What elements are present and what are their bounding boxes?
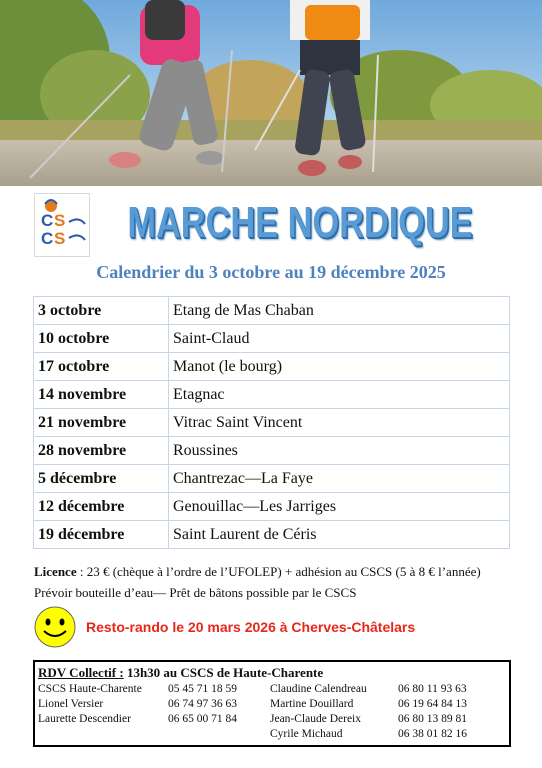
contact-name: Martine Douillard bbox=[270, 698, 354, 710]
row-place: Saint Laurent de Céris bbox=[169, 521, 510, 549]
row-date: 28 novembre bbox=[34, 437, 169, 465]
row-place: Etang de Mas Chaban bbox=[169, 297, 510, 325]
page-subtitle: Calendrier du 3 octobre au 19 décembre 2025 bbox=[96, 262, 446, 282]
row-place: Roussines bbox=[169, 437, 510, 465]
page-title: MARCHE NORDIQUE bbox=[127, 198, 473, 247]
row-date: 21 novembre bbox=[34, 409, 169, 437]
contact-name: CSCS Haute-Charente bbox=[38, 683, 142, 695]
table-row bbox=[34, 325, 510, 353]
svg-text:S: S bbox=[54, 211, 66, 230]
contact-name: Cyrile Michaud bbox=[270, 728, 343, 740]
licence-text: : 23 € (chèque à l’ordre de l’UFOLEP) + adhésion au CSCS (5 à 8 € l’année) bbox=[76, 564, 481, 579]
table-row bbox=[34, 437, 510, 465]
row-place: Genouillac—Les Jarriges bbox=[169, 493, 510, 521]
table-row bbox=[34, 353, 510, 381]
table-row bbox=[34, 381, 510, 409]
row-place: Vitrac Saint Vincent bbox=[169, 409, 510, 437]
rdv-label: RDV Collectif : bbox=[38, 665, 124, 680]
row-date: 12 décembre bbox=[34, 493, 169, 521]
table-row bbox=[34, 297, 510, 325]
rdv-heading bbox=[38, 665, 323, 681]
table-row bbox=[34, 493, 510, 521]
water-note: Prévoir bouteille d’eau— Prêt de bâtons possible par le CSCS bbox=[34, 585, 357, 600]
table-row bbox=[34, 521, 510, 549]
contact-phone: 06 80 11 93 63 bbox=[398, 683, 467, 695]
resto-rando-announcement: Resto-rando le 20 mars 2026 à Cherves-Châtelars bbox=[86, 619, 416, 635]
svg-text:S: S bbox=[54, 229, 66, 248]
svg-text:C: C bbox=[41, 211, 54, 230]
contact-name: Laurette Descendier bbox=[38, 713, 131, 725]
row-date: 10 octobre bbox=[34, 325, 169, 353]
row-place: Chantrezac—La Faye bbox=[169, 465, 510, 493]
table-row bbox=[34, 465, 510, 493]
contact-phone: 06 80 13 89 81 bbox=[398, 713, 467, 725]
contact-phone: 05 45 71 18 59 bbox=[168, 683, 237, 695]
table-row bbox=[34, 409, 510, 437]
contact-name: Lionel Versier bbox=[38, 698, 104, 710]
rdv-box bbox=[33, 660, 511, 747]
contact-name: Jean-Claude Dereix bbox=[270, 713, 362, 725]
banner-photo bbox=[0, 0, 542, 186]
row-date: 14 novembre bbox=[34, 381, 169, 409]
rdv-text: 13h30 au CSCS de Haute-Charente bbox=[123, 665, 324, 680]
row-place: Etagnac bbox=[169, 381, 510, 409]
row-date: 17 octobre bbox=[34, 353, 169, 381]
calendar-table bbox=[33, 296, 510, 549]
row-date: 19 décembre bbox=[34, 521, 169, 549]
contact-phone: 06 38 01 82 16 bbox=[398, 728, 467, 740]
contact-phone: 06 65 00 71 84 bbox=[168, 713, 237, 725]
contact-phone: 06 74 97 36 63 bbox=[168, 698, 237, 710]
licence-label: Licence bbox=[34, 564, 77, 579]
svg-text:C: C bbox=[41, 229, 54, 248]
licence-info bbox=[34, 564, 534, 580]
smiley-icon bbox=[33, 605, 77, 649]
row-place: Manot (le bourg) bbox=[169, 353, 510, 381]
row-place: Saint-Claud bbox=[169, 325, 510, 353]
contact-name: Claudine Calendreau bbox=[270, 683, 367, 695]
row-date: 5 décembre bbox=[34, 465, 169, 493]
row-date: 3 octobre bbox=[34, 297, 169, 325]
contact-phone: 06 19 64 84 13 bbox=[398, 698, 467, 710]
